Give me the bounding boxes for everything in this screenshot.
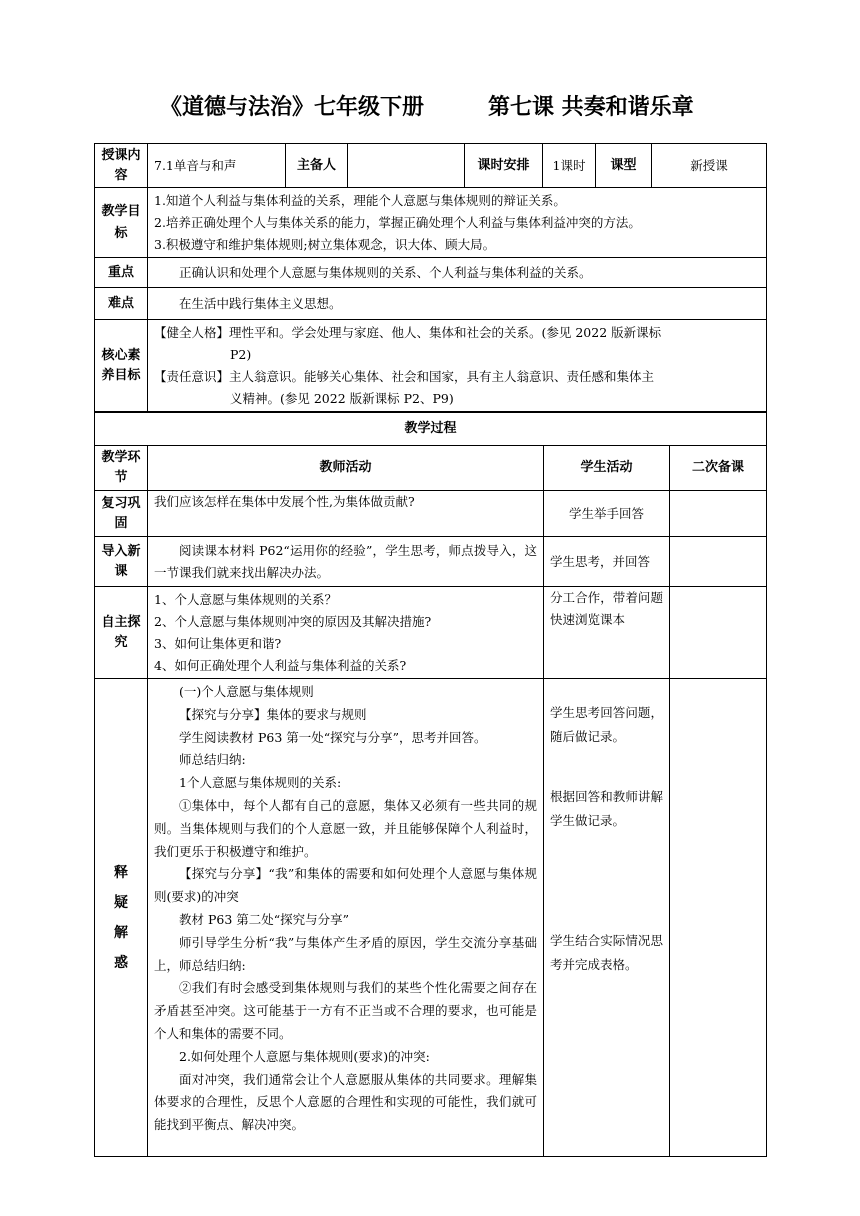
core-label: 核心素养目标 — [95, 320, 148, 412]
goals-label: 教学目标 — [95, 188, 148, 258]
explain-para: 师引导学生分析“我”与集体产生矛盾的原因，学生交流分享基础上，师总结归纳: — [154, 934, 537, 973]
student-note: 学生思考回答问题，随后做记录。 — [550, 705, 663, 744]
difficulty-label: 难点 — [95, 288, 148, 320]
explore-label: 自主探究 — [95, 587, 148, 679]
review-student: 学生举手回答 — [544, 491, 670, 537]
preparer-label: 主备人 — [286, 144, 348, 188]
explain-para: 教材 P63 第二处“探究与分享” — [179, 911, 350, 927]
intro-student: 学生思考，并回答 — [544, 537, 670, 587]
explain-second — [670, 679, 767, 1157]
process-title: 教学过程 — [95, 413, 767, 446]
content-value: 7.1单音与和声 — [148, 144, 286, 188]
goal-item: 3.积极遵守和维护集体规则;树立集体观念，识大体、顾大局。 — [154, 236, 496, 252]
explain-para: 学生阅读教材 P63 第一处“探究与分享”，思考并回答。 — [179, 729, 487, 745]
explore-question: 1、个人意愿与集体规则的关系？ — [154, 591, 337, 607]
type-label: 课型 — [596, 144, 652, 188]
teacher-header: 教师活动 — [148, 446, 544, 491]
explore-teacher — [148, 587, 544, 679]
explain-para: 1个人意愿与集体规则的关系: — [179, 775, 342, 791]
stage-header: 教学环节 — [95, 446, 148, 491]
intro-second — [670, 537, 767, 587]
content-label: 授课内容 — [95, 144, 148, 188]
key-label: 重点 — [95, 258, 148, 288]
book-title: 《道德与法治》七年级下册 — [160, 95, 425, 120]
intro-label: 导入新课 — [95, 537, 148, 587]
lesson-info-table — [94, 143, 767, 412]
preparer-value — [348, 144, 465, 188]
explain-label-char: 解 — [114, 924, 128, 941]
explain-para: 面对冲突，我们通常会让个人意愿服从集体的共同要求。理解集体要求的合理性，反思个人意愿的合理性和实现的可能性，我们就可能找到平衡点、解决冲突。 — [154, 1071, 537, 1133]
type-value: 新授课 — [652, 144, 767, 188]
explain-label — [95, 679, 148, 1157]
core-item: 【责任意识】主人翁意识。能够关心集体、社会和国家，具有主人翁意识、责任感和集体主 — [154, 368, 655, 384]
second-prep-header: 二次备课 — [670, 446, 767, 491]
explore-second — [670, 587, 767, 679]
student-header: 学生活动 — [544, 446, 670, 491]
lesson-title: 第七课 共奏和谐乐章 — [488, 95, 694, 120]
schedule-value: 1课时 — [543, 144, 596, 188]
explain-label-char: 惑 — [114, 954, 128, 971]
explain-label-char: 疑 — [114, 894, 128, 911]
key-value: 正确认识和处理个人意愿与集体规则的关系、个人利益与集体利益的关系。 — [148, 258, 767, 288]
document-title — [0, 90, 860, 120]
teaching-process-table — [94, 412, 767, 1157]
review-label: 复习巩固 — [95, 491, 148, 537]
explain-para: 【探究与分享】集体的要求与规则 — [179, 706, 367, 722]
explore-question: 2、个人意愿与集体规则冲突的原因及其解决措施? — [154, 613, 432, 629]
explain-para: ②我们有时会感受到集体规则与我们的某些个性化需要之间存在矛盾甚至冲突。这可能基于一方有不正当或不合理的要求，也可能是个人和集体的需要不同。 — [154, 980, 537, 1041]
schedule-label: 课时安排 — [465, 144, 543, 188]
explain-label-char: 释 — [114, 864, 128, 881]
explain-para: (一)个人意愿与集体规则 — [179, 684, 314, 699]
explain-para: ①集体中，每个人都有自己的意愿，集体又必须有一些共同的规则。当集体规则与我们的个人意愿一致，并且能够保障个人利益时，我们更乐于积极遵守和维护。 — [154, 797, 537, 859]
core-item-cont: 义精神。(参见 2022 版新课标 P2、P9) — [230, 390, 454, 406]
explore-question: 3、如何让集体更和谐? — [154, 635, 282, 651]
student-note: 根据回答和教师讲解学生做记录。 — [550, 789, 663, 828]
difficulty-value: 在生活中践行集体主义思想。 — [148, 288, 767, 320]
goal-item: 2.培养正确处理个人与集体关系的能力，掌握正确处理个人利益与集体利益冲突的方法。 — [154, 214, 641, 230]
review-teacher: 我们应该怎样在集体中发展个性,为集体做贡献? — [148, 491, 544, 537]
student-note: 学生结合实际情况思考并完成表格。 — [550, 933, 663, 972]
goal-item: 1.知道个人利益与集体利益的关系，理能个人意愿与集体规则的辩证关系。 — [154, 192, 566, 208]
explain-teacher — [148, 679, 544, 1157]
explain-para: 2.如何处理个人意愿与集体规则(要求)的冲突: — [179, 1048, 430, 1064]
explain-para: 师总结归纳: — [179, 752, 246, 768]
intro-teacher: 阅读课本材料 P62“运用你的经验”，学生思考，师点拨导入，这一节课我们就来找出解决办法。 — [148, 537, 544, 587]
review-second — [670, 491, 767, 537]
explain-student — [544, 679, 670, 1157]
goals-content — [148, 188, 767, 258]
core-item: 【健全人格】理性平和。学会处理与家庭、他人、集体和社会的关系。(参见 2022 版新课标 — [154, 324, 662, 340]
explain-para: 【探究与分享】“我”和集体的需要和如何处理个人意愿与集体规则(要求)的冲突 — [154, 866, 537, 905]
core-item-cont: P2) — [230, 346, 252, 362]
core-content — [148, 320, 767, 412]
explore-question: 4、如何正确处理个人利益与集体利益的关系? — [154, 657, 407, 673]
explore-student: 分工合作，带着问题快速浏览课本 — [544, 587, 670, 679]
